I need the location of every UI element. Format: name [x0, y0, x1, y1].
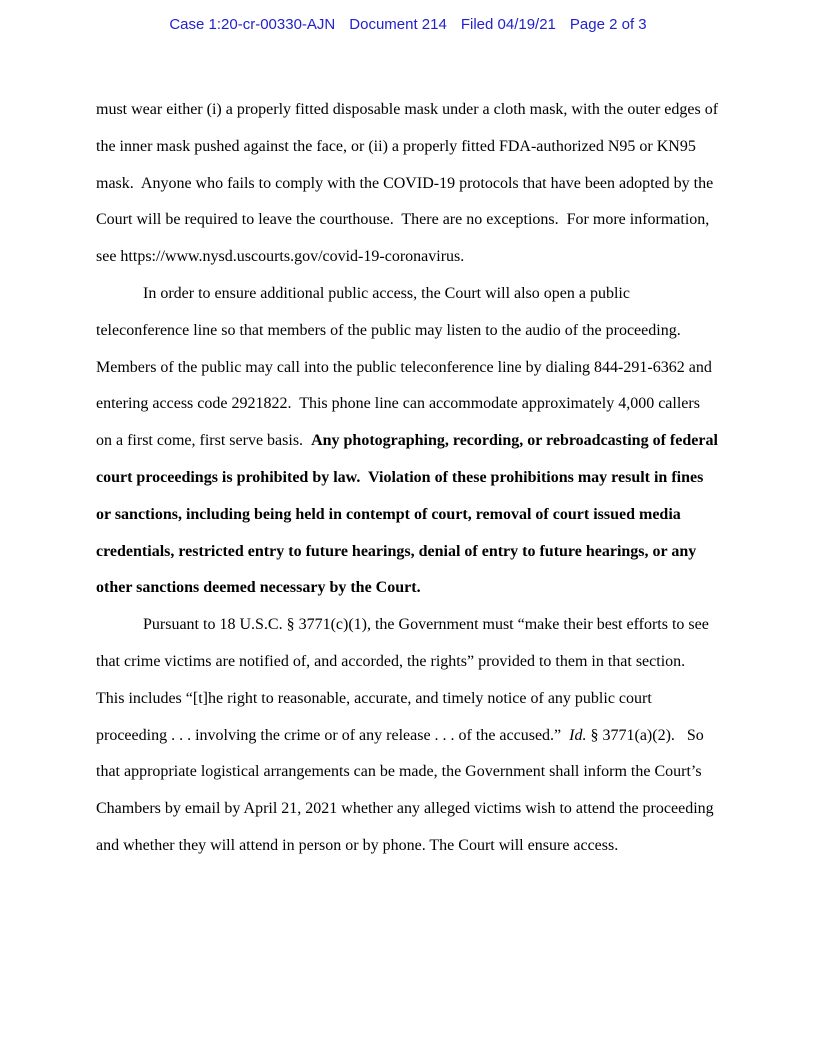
text-run: credentials, restricted entry to future hearings, denial of entry to future hearings, or any [96, 542, 697, 560]
text-run: Chambers by email by April 21, 2021 whether any alleged victims wish to attend the proceeding [96, 800, 714, 818]
document-line [96, 681, 724, 718]
case-number: Case 1:20-cr-00330-AJN [169, 16, 336, 33]
document-line [96, 239, 724, 276]
page-indicator: Page 2 of 3 [569, 16, 647, 33]
document-line [96, 166, 724, 203]
text-run: Members of the public may call into the public teleconference line by dialing 844-291-6362 and [96, 358, 712, 376]
text-run: entering access code 2921822. This phone line can accommodate approximately 4,000 callers [96, 395, 700, 413]
text-run: see https://www.nysd.uscourts.gov/covid-19-coronavirus. [96, 248, 465, 266]
text-run: other sanctions deemed necessary by the Court. [96, 579, 421, 597]
text-run: Any photographing, recording, or rebroadcasting of federal [311, 432, 718, 450]
document-line [96, 350, 724, 387]
document-line [96, 276, 724, 313]
text-run: teleconference line so that members of the public may listen to the audio of the proceeding. [96, 321, 681, 339]
document-body [96, 92, 724, 865]
text-run: that appropriate logistical arrangements can be made, the Government shall inform the Court’s [96, 763, 702, 781]
document-line [96, 754, 724, 791]
text-run: that crime victims are notified of, and accorded, the rights” provided to them in that section. [96, 652, 686, 670]
text-run: on a first come, first serve basis. [96, 432, 312, 450]
document-line [96, 791, 724, 828]
document-line [96, 386, 724, 423]
text-run: In order to ensure additional public access, the Court will also open a public [143, 284, 630, 302]
document-line [96, 129, 724, 166]
text-run: court proceedings is prohibited by law. Violation of these prohibitions may result in fines [96, 468, 704, 486]
text-run: must wear either (i) a properly fitted disposable mask under a cloth mask, with the outer edges of [96, 101, 719, 118]
document-line [96, 313, 724, 350]
text-run: Pursuant to 18 U.S.C. § 3771(c)(1), the Government must “make their best efforts to see [143, 616, 709, 634]
document-line [96, 497, 724, 534]
text-run: mask. Anyone who fails to comply with the COVID-19 protocols that have been adopted by the [96, 174, 714, 192]
document-line [96, 202, 724, 239]
document-number: Document 214 [349, 16, 447, 33]
case-header [0, 16, 816, 33]
text-run: or sanctions, including being held in contempt of court, removal of court issued media [96, 505, 681, 523]
text-run: proceeding . . . involving the crime or of any release . . . of the accused.” [96, 726, 570, 744]
document-line [96, 92, 724, 129]
filed-date: Filed 04/19/21 [460, 16, 556, 33]
document-line [96, 718, 724, 755]
document-line [96, 534, 724, 571]
document-line [96, 423, 724, 460]
document-line [96, 570, 724, 607]
document-line [96, 828, 724, 865]
text-run: and whether they will attend in person or by phone. The Court will ensure access. [96, 836, 619, 854]
text-run: the inner mask pushed against the face, or (ii) a properly fitted FDA-authorized N95 or KN95 [96, 137, 696, 155]
text-run: Id. [569, 726, 587, 744]
text-run: § 3771(a)(2). So [586, 726, 704, 744]
document-line [96, 460, 724, 497]
text-run: Court will be required to leave the courthouse. There are no exceptions. For more information, [96, 211, 710, 229]
document-line [96, 607, 724, 644]
document-line [96, 644, 724, 681]
text-run: This includes “[t]he right to reasonable, accurate, and timely notice of any public court [96, 689, 652, 707]
